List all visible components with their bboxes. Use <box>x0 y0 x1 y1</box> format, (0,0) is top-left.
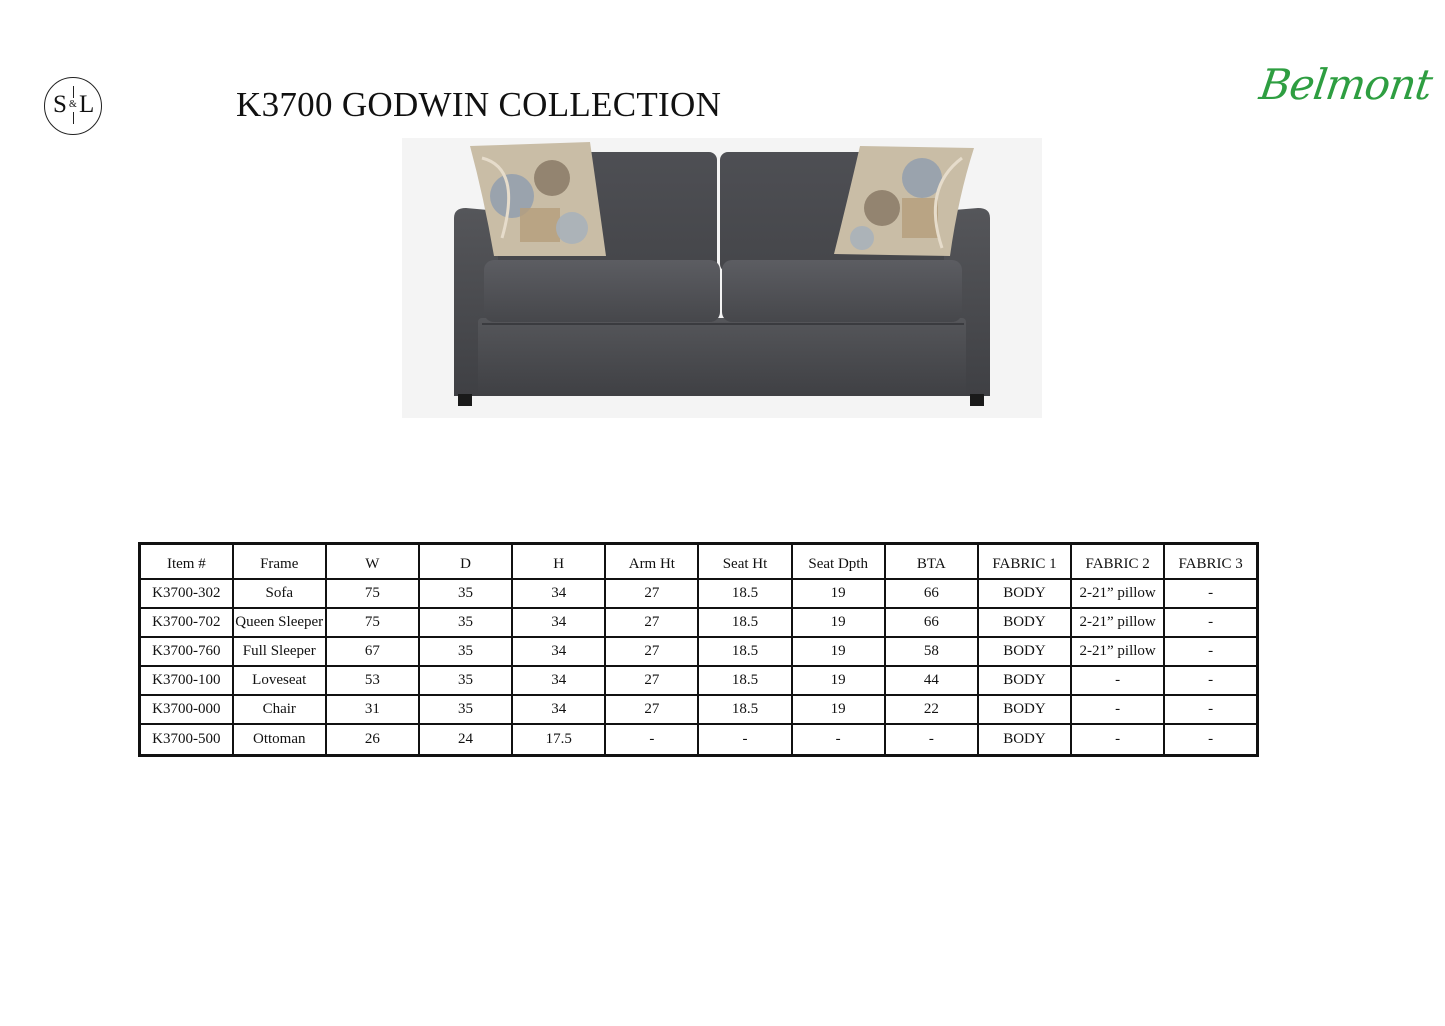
table-cell: 44 <box>885 666 978 695</box>
table-cell: - <box>1164 637 1257 666</box>
sofa-product-image <box>402 138 1042 418</box>
table-cell: 19 <box>792 579 885 608</box>
table-row <box>140 579 1258 608</box>
table-row <box>140 666 1258 695</box>
col-header-depth: D <box>419 544 512 580</box>
table-cell: 18.5 <box>698 579 791 608</box>
table-cell: 2-21” pillow <box>1071 579 1164 608</box>
table-cell: Ottoman <box>233 724 326 756</box>
logo-divider-bottom <box>73 112 74 124</box>
table-cell: 27 <box>605 695 698 724</box>
table-cell: 75 <box>326 608 419 637</box>
table-cell: - <box>605 724 698 756</box>
table-cell: - <box>1071 695 1164 724</box>
table-cell: 34 <box>512 666 605 695</box>
table-cell: 34 <box>512 579 605 608</box>
seat-cushion-left <box>484 260 720 322</box>
table-cell: 35 <box>419 637 512 666</box>
table-cell: 53 <box>326 666 419 695</box>
page-title: K3700 GODWIN COLLECTION <box>236 85 722 124</box>
col-header-width: W <box>326 544 419 580</box>
table-cell: - <box>1164 608 1257 637</box>
table-cell: 27 <box>605 608 698 637</box>
table-cell: 35 <box>419 608 512 637</box>
table-cell: Queen Sleeper <box>233 608 326 637</box>
table-cell: K3700-000 <box>140 695 233 724</box>
table-cell: K3700-302 <box>140 579 233 608</box>
table-cell: 58 <box>885 637 978 666</box>
table-cell: 2-21” pillow <box>1071 608 1164 637</box>
table-cell: 18.5 <box>698 666 791 695</box>
seat-cushion-right <box>722 260 962 322</box>
table-cell: 18.5 <box>698 695 791 724</box>
brand-logo: Belmont <box>1256 60 1435 109</box>
table-cell: 24 <box>419 724 512 756</box>
table-cell: 19 <box>792 666 885 695</box>
col-header-fabric-1: FABRIC 1 <box>978 544 1071 580</box>
table-cell: K3700-500 <box>140 724 233 756</box>
table-cell: 67 <box>326 637 419 666</box>
table-cell: - <box>885 724 978 756</box>
col-header-frame: Frame <box>233 544 326 580</box>
table-cell: 27 <box>605 637 698 666</box>
table-cell: - <box>698 724 791 756</box>
table-cell: 35 <box>419 666 512 695</box>
col-header-item: Item # <box>140 544 233 580</box>
table-cell: Full Sleeper <box>233 637 326 666</box>
col-header-arm-height: Arm Ht <box>605 544 698 580</box>
table-cell: 17.5 <box>512 724 605 756</box>
table-header-row <box>140 544 1258 580</box>
table-cell: 66 <box>885 579 978 608</box>
table-cell: 2-21” pillow <box>1071 637 1164 666</box>
table-cell: BODY <box>978 637 1071 666</box>
table-cell: BODY <box>978 608 1071 637</box>
table-cell: - <box>1071 666 1164 695</box>
table-row <box>140 695 1258 724</box>
col-header-fabric-3: FABRIC 3 <box>1164 544 1257 580</box>
table-cell: 18.5 <box>698 637 791 666</box>
table-cell: K3700-702 <box>140 608 233 637</box>
table-cell: BODY <box>978 579 1071 608</box>
col-header-height: H <box>512 544 605 580</box>
table-cell: - <box>1164 695 1257 724</box>
table-cell: - <box>1164 724 1257 756</box>
table-cell: Chair <box>233 695 326 724</box>
logo-letter-s: S <box>53 91 67 118</box>
table-row <box>140 724 1258 756</box>
table-cell: 31 <box>326 695 419 724</box>
table-row <box>140 637 1258 666</box>
table-cell: 22 <box>885 695 978 724</box>
table-row <box>140 608 1258 637</box>
sofa-leg-right <box>970 394 984 406</box>
logo-divider-top <box>73 86 74 98</box>
sl-logo <box>44 77 102 135</box>
table-cell: BODY <box>978 695 1071 724</box>
table-cell: 19 <box>792 637 885 666</box>
table-cell: 26 <box>326 724 419 756</box>
table-cell: 35 <box>419 579 512 608</box>
table-cell: 19 <box>792 695 885 724</box>
table-cell: - <box>792 724 885 756</box>
table-cell: 27 <box>605 666 698 695</box>
table-cell: 18.5 <box>698 608 791 637</box>
table-cell: 34 <box>512 695 605 724</box>
specs-table <box>138 542 1259 757</box>
table-cell: BODY <box>978 666 1071 695</box>
col-header-seat-height: Seat Ht <box>698 544 791 580</box>
table-cell: 34 <box>512 608 605 637</box>
table-cell: - <box>1164 579 1257 608</box>
table-cell: Sofa <box>233 579 326 608</box>
table-cell: BODY <box>978 724 1071 756</box>
col-header-fabric-2: FABRIC 2 <box>1071 544 1164 580</box>
table-cell: 75 <box>326 579 419 608</box>
col-header-bta: BTA <box>885 544 978 580</box>
table-cell: K3700-760 <box>140 637 233 666</box>
logo-letter-l: L <box>79 91 95 118</box>
table-cell: Loveseat <box>233 666 326 695</box>
table-cell: 19 <box>792 608 885 637</box>
table-cell: 35 <box>419 695 512 724</box>
sofa-leg-left <box>458 394 472 406</box>
col-header-seat-depth: Seat Dpth <box>792 544 885 580</box>
logo-ampersand: & <box>69 99 77 110</box>
sofa-base <box>478 318 966 396</box>
table-cell: 66 <box>885 608 978 637</box>
table-cell: - <box>1164 666 1257 695</box>
table-cell: 27 <box>605 579 698 608</box>
table-cell: 34 <box>512 637 605 666</box>
table-cell: K3700-100 <box>140 666 233 695</box>
table-cell: - <box>1071 724 1164 756</box>
